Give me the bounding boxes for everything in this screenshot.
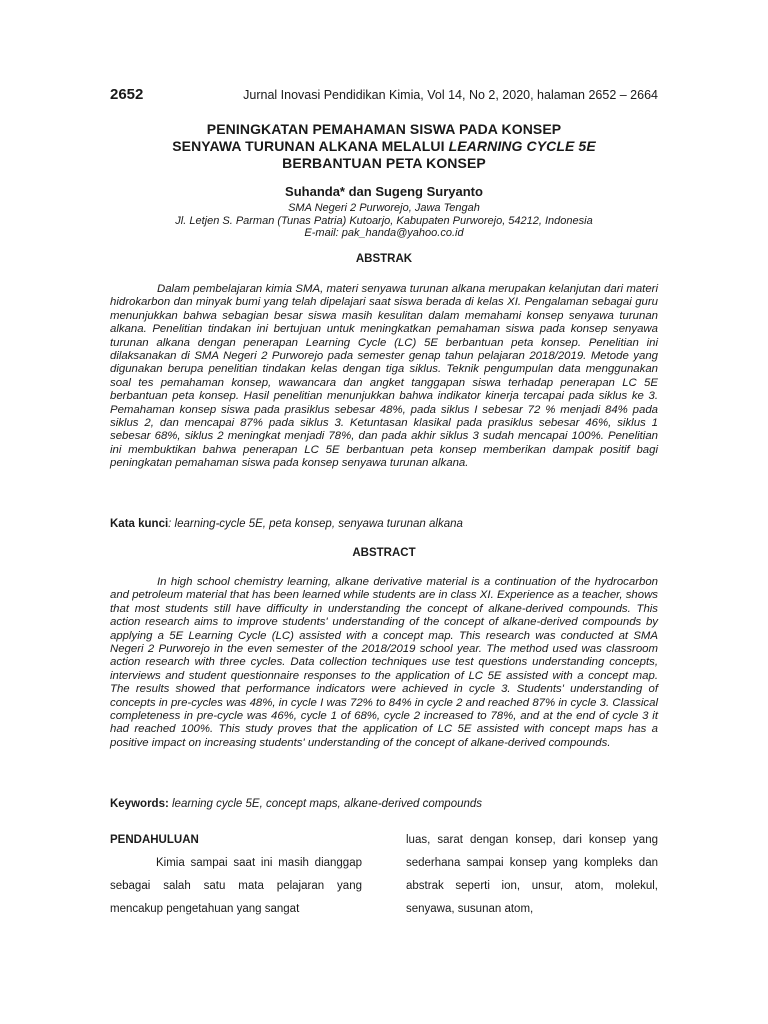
title-line-2 <box>110 138 658 155</box>
body-left-text: Kimia sampai saat ini masih dianggap sebagai salah satu mata pelajaran yang mencakup pengetahuan yang sangat <box>110 857 362 915</box>
title-line-2-italic: LEARNING CYCLE 5E <box>448 138 596 154</box>
paper-title <box>110 121 658 172</box>
authors: Suhanda* dan Sugeng Suryanto <box>285 184 483 199</box>
keywords-label: Keywords: <box>110 798 169 810</box>
abstrak-heading: ABSTRAK <box>355 253 413 265</box>
body-column-right <box>406 829 658 921</box>
body-column-left <box>110 829 362 921</box>
section-heading-pendahuluan: PENDAHULUAN <box>110 834 199 846</box>
keywords-value: learning cycle 5E, concept maps, alkane-derived compounds <box>168 798 483 810</box>
kata-kunci <box>110 518 658 530</box>
abstract-body: In high school chemistry learning, alkane derivative material is a continuation of the hydrocarbon and petroleum material that has been learned while students are in class XI. Experience as a teacher, shows that most students still have difficulty in understanding the concept of alkane-derived compounds. This action research aims to improve students' understanding of the concept of alkane-derived compounds by applying a 5E Learning Cycle (LC) assisted with a concept map. This research was conducted at SMA Negeri 2 Purworejo in the even semester of the 2018/2019 school year. The method used was classroom action research with three cycles. Data collection techniques use test questions understanding concepts, interviews and student questionnaire responses to the application of LC 5E assisted with a concept map. The results showed that performance indicators were achieved in cycle 3. Students' understanding of concepts in pre-cycles was 48%, in cycle I was 72% to 84% in cycle 2 and reached 87% in cycle 3. Classical completeness in pre-cycle was 46%, cycle 1 of 68%, cycle 2 increased to 78%, and at the end of cycle 3 it had reached 100%. This study proves that the application of LC 5E assisted with concept maps has a positive impact on increasing students' understanding of the concept of alkane-derived compounds. <box>110 576 658 749</box>
body-paragraph-right: luas, sarat dengan konsep, dari konsep yang sederhana sampai konsep yang kompleks dan abstrak seperti ion, unsur, atom, molekul, senyawa, susunan atom, <box>406 834 658 915</box>
affiliation-school: SMA Negeri 2 Purworejo, Jawa Tengah <box>288 202 480 214</box>
title-line-2-plain: SENYAWA TURUNAN ALKANA MELALUI <box>172 138 449 154</box>
abstract-text <box>110 576 658 750</box>
kata-kunci-value: : learning-cycle 5E, peta konsep, senyawa turunan alkana <box>168 518 463 530</box>
page-number: 2652 <box>110 86 144 103</box>
affiliation-email: E-mail: pak_handa@yahoo.co.id <box>304 227 464 239</box>
abstrak-body: Dalam pembelajaran kimia SMA, materi senyawa turunan alkana merupakan kelanjutan dari materi hidrokarbon dan minyak bumi yang telah dipelajari saat siswa berada di kelas XI. Pengalaman sebagai guru menunjukkan bahwa sebagian besar siswa masih kesulitan dalam memahami konsep senyawa turunan alkana. Penelitian tindakan ini bertujuan untuk meningkatkan pemahaman siswa pada konsep senyawa turunan alkana dengan penerapan Learning Cycle (LC) 5E berbantuan peta konsep. Penelitian ini dilaksanakan di SMA Negeri 2 Purworejo pada semester genap tahun pelajaran 2018/2019. Metode yang digunakan berupa penelitian tindakan kelas dengan tiga siklus. Teknik pengumpulan data menggunakan soal tes pemahaman konsep, wawancara dan angket tanggapan siswa terhadap penerapan LC 5E berbantuan peta konsep. Hasil penelitian menunjukkan bahwa indikator kinerja tercapai pada siklus ke 3. Pemahaman konsep siswa pada prasiklus sebesar 48%, pada siklus I sebesar 72 % menjadi 84% pada siklus 2, dan mencapai 87% pada siklus 3. Ketuntasan klasikal pada prasiklus sebesar 46%, siklus 1 sebesar 68%, siklus 2 meningkat menjadi 78%, dan pada akhir siklus 3 sudah mencapai 100%. Penelitian ini membuktikan bahwa penerapan LC 5E berbantuan peta konsep memberikan dampak positif bagi peningkatan pemahaman siswa pada konsep senyawa turunan alkana. <box>110 283 658 470</box>
abstrak-text <box>110 283 658 471</box>
title-line-3: BERBANTUAN PETA KONSEP <box>282 155 486 171</box>
keywords <box>110 798 658 810</box>
body-paragraph-left <box>110 852 362 921</box>
affiliation-address: Jl. Letjen S. Parman (Tunas Patria) Kutoarjo, Kabupaten Purworejo, 54212, Indonesia <box>175 214 593 227</box>
kata-kunci-label: Kata kunci <box>110 518 169 530</box>
running-header <box>110 86 658 106</box>
title-line-1: PENINGKATAN PEMAHAMAN SISWA PADA KONSEP <box>206 121 562 137</box>
journal-citation: Jurnal Inovasi Pendidikan Kimia, Vol 14, No 2, 2020, halaman 2652 – 2664 <box>243 88 658 102</box>
affiliation <box>110 202 658 240</box>
abstract-heading: ABSTRACT <box>352 547 416 559</box>
